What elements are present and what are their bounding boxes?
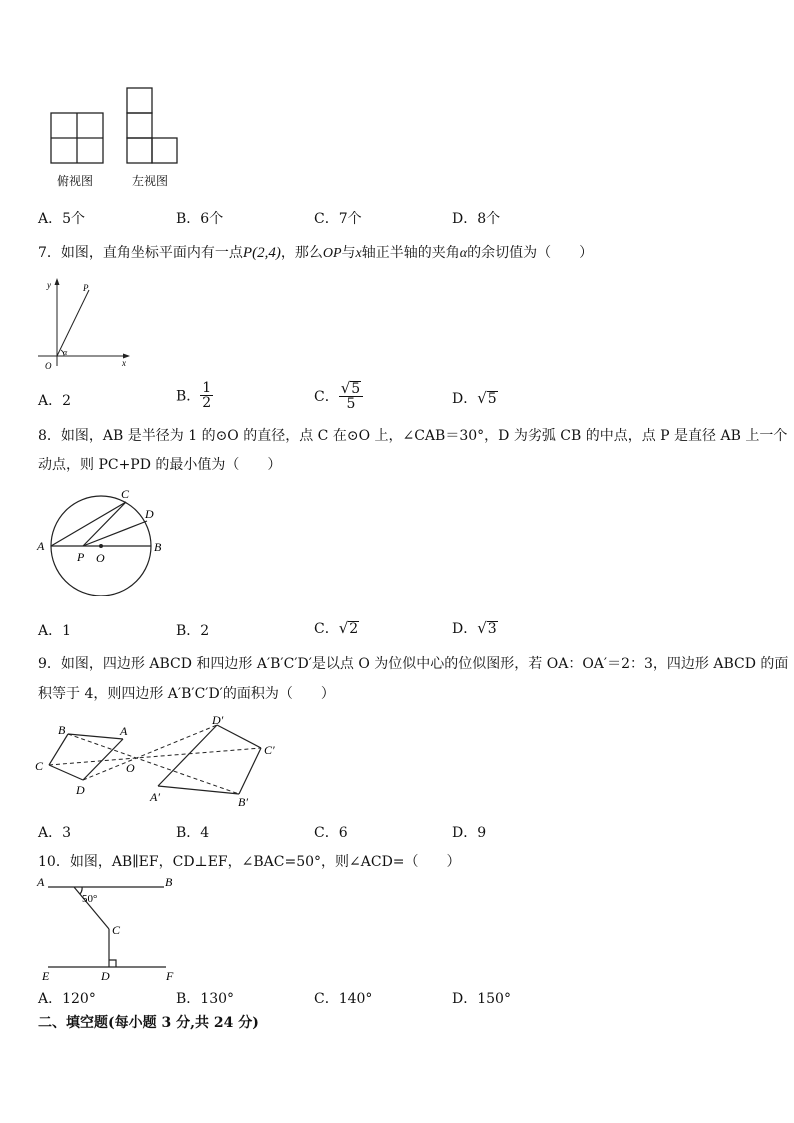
top-view-caption: 俯视图 (57, 174, 94, 188)
q7-coordinate-figure (36, 276, 136, 372)
angle-50-label: 50° (82, 893, 98, 905)
q9-option-c[interactable]: C．6 (314, 825, 348, 841)
q10-option-b[interactable]: B．130° (176, 991, 235, 1007)
q10-option-c[interactable]: C．140° (314, 991, 373, 1007)
q9-option-b[interactable]: B．4 (176, 825, 210, 841)
point-d-prime-label: D′ (212, 713, 224, 727)
fraction-sqrt5-over-5: $\frac{√5}{5}$ (339, 381, 363, 411)
y-axis-label: y (47, 280, 51, 290)
point-b-label: B (165, 875, 173, 889)
q9-option-d[interactable]: D．9 (452, 825, 487, 841)
q6-option-a[interactable]: A．5个 (38, 211, 86, 227)
q9-option-a[interactable]: A．3 (38, 825, 72, 841)
q10-option-d[interactable]: D．150° (452, 991, 511, 1007)
point-a-label: A (37, 875, 45, 889)
point-d-label: D (76, 783, 85, 797)
point-e-label: E (42, 969, 50, 983)
q8-question-line2: 动点，则 PC+PD 的最小值为（ ） (38, 457, 282, 473)
x-axis-label: x (122, 358, 126, 368)
point-p-label: P (83, 283, 89, 293)
point-a-label: A (37, 539, 45, 553)
q10-option-a[interactable]: A．120° (38, 991, 96, 1007)
q6-option-b[interactable]: B．6个 (176, 211, 224, 227)
point-b-label: B (58, 723, 66, 737)
point-c-label: C (35, 759, 44, 773)
q7-question-text: 7．如图，直角坐标平面内有一点P(2,4)，那么OP与x轴正半轴的夹角α的余切值为（ ） (38, 245, 594, 261)
point-d-label: D (145, 507, 154, 521)
q7-option-b[interactable]: B． $\frac{1}{2}$ (176, 380, 212, 411)
q7-option-c[interactable]: C． $\frac{√5}{5}$ (314, 381, 363, 411)
point-c-label: C (112, 923, 121, 937)
q9-question-line2: 积等于 4，则四边形 A′B′C′D′的面积为（ ） (38, 686, 335, 702)
point-f-label: F (166, 969, 174, 983)
q8-option-d[interactable]: D．√3 (452, 619, 497, 637)
q8-option-a[interactable]: A．1 (38, 623, 72, 639)
q10-question-text: 10．如图，AB∥EF，CD⊥EF，∠BAC=50°，则∠ACD=（ ） (38, 854, 461, 870)
point-o-label: O (126, 761, 135, 775)
origin-label: O (45, 361, 52, 371)
q6-option-c[interactable]: C．7个 (314, 211, 362, 227)
alpha-label: α (63, 348, 68, 357)
q7-option-a[interactable]: A．2 (38, 393, 72, 409)
point-c-prime-label: C′ (264, 743, 275, 757)
left-view-grid (127, 88, 177, 163)
q10-parallel-lines-figure (34, 872, 184, 984)
point-d-label: D (101, 969, 110, 983)
q6-option-d[interactable]: D．8个 (452, 211, 501, 227)
point-o-label: O (96, 551, 105, 565)
point-a-prime-label: A′ (150, 790, 160, 804)
q9-homothety-figure (32, 712, 292, 808)
q7-option-d[interactable]: D．√5 (452, 389, 497, 407)
q8-option-c[interactable]: C．√2 (314, 619, 359, 637)
q8-question-line1: 8．如图，AB 是半径为 1 的⊙O 的直径，点 C 在⊙O 上，∠CAB＝30°，D 为劣弧 CB 的中点，点 P 是直径 AB 上一个 (38, 428, 788, 444)
point-p-label: P (77, 550, 85, 564)
left-view-caption: 左视图 (132, 174, 169, 188)
q8-option-b[interactable]: B．2 (176, 623, 210, 639)
top-view-grid (51, 113, 103, 163)
q8-circle-figure (34, 484, 174, 596)
point-c-label: C (121, 487, 130, 501)
section-2-heading: 二、填空题(每小题 3 分,共 24 分) (38, 1015, 259, 1031)
point-a-label: A (120, 724, 128, 738)
fraction-one-half: $\frac{1}{2}$ (202, 380, 212, 411)
point-b-prime-label: B′ (238, 795, 248, 808)
q9-question-line1: 9．如图，四边形 ABCD 和四边形 A′B′C′D′是以点 O 为位似中心的位似图形，若 OA：OA′＝2：3，四边形 ABCD 的面 (38, 656, 789, 672)
point-b-label: B (154, 540, 162, 554)
